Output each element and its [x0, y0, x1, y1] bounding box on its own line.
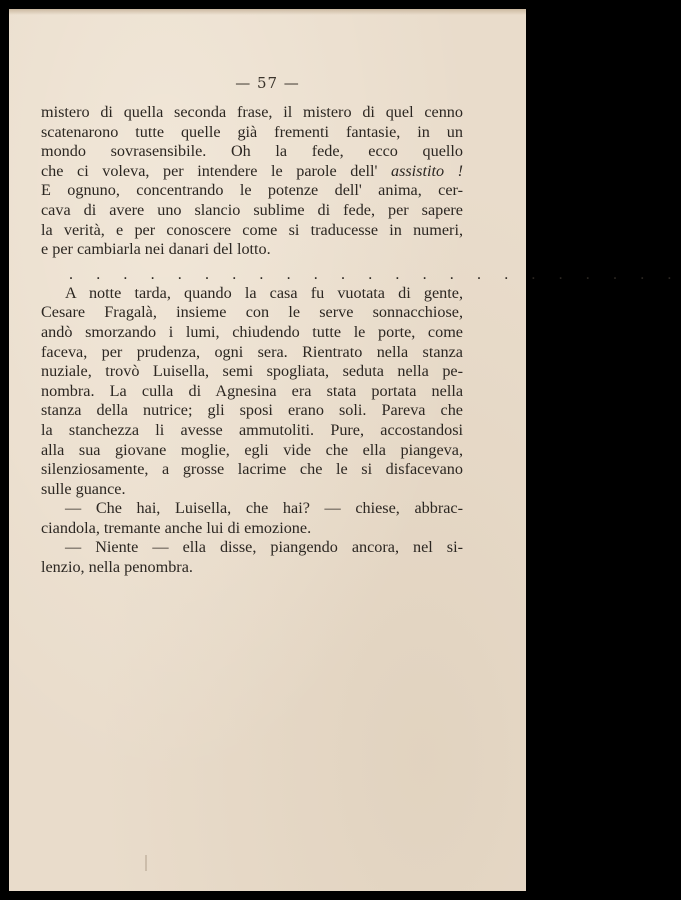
text-line: Cesare Fragalà, insieme con le serve sonnacchiose, [41, 303, 463, 322]
text-line: — Che hai, Luisella, che hai? — chiese, abbrac- [65, 499, 463, 518]
text-line: faceva, per prudenza, ogni sera. Rientrato nella stanza [41, 342, 463, 361]
text-line [41, 162, 463, 182]
text-line: e per cambiarla nei danari del lotto. [41, 240, 271, 259]
emphasis-assistito: assistito ! [390, 161, 463, 180]
text-line: nombra. La culla di Agnesina era stata portata nella [41, 381, 463, 400]
paragraph-4 [41, 538, 463, 577]
text-line: mondo sovrasensibile. Oh la fede, ecco quello [41, 142, 463, 161]
text-line: scatenarono tutte quelle già frementi fantasie, in un [41, 122, 463, 141]
text-line: sulle guance. [41, 479, 126, 498]
text-line: — Niente — ella disse, piangendo ancora, nel si- [65, 538, 463, 557]
paragraph-1 [41, 103, 463, 260]
text-line: A notte tarda, quando la casa fu vuotata di gente, [65, 283, 463, 302]
text-line: la stanchezza li avesse ammutoliti. Pure, accostandosi [41, 420, 463, 439]
page-number: — 57 — [235, 74, 300, 92]
text-line: stanza della nutrice; gli sposi erano soli. Pareva che [41, 401, 463, 420]
text-fragment: che ci voleva, per intendere le parole dell' [41, 161, 391, 180]
text-line: la verità, e per conoscere come si traducesse in numeri, [41, 220, 463, 239]
page-edge-wear [9, 9, 526, 15]
text-line: nuziale, trovò Luisella, semi spogliata, seduta nella pe- [41, 362, 463, 381]
text-line: silenziosamente, a grosse lacrime che le si disfacevano [41, 460, 463, 479]
body-text [41, 103, 681, 578]
text-line: lenzio, nella penombra. [41, 558, 193, 577]
text-line: andò smorzando i lumi, chiudendo tutte le porte, come [41, 322, 463, 341]
book-page [9, 9, 681, 891]
paragraph-3 [41, 499, 463, 538]
text-line: ciandola, tremante anche lui di emozione. [41, 518, 312, 537]
paper-mark [145, 855, 147, 871]
text-line: mistero di quella seconda frase, il mistero di quel cenno [41, 103, 463, 121]
paragraph-2 [41, 284, 463, 500]
section-separator: . . . . . . . . . . . . . . . . . . . . . . . [69, 265, 681, 283]
text-line: cava di avere uno slancio sublime di fede, per sapere [41, 200, 463, 219]
text-line: alla sua giovane moglie, egli vide che ella piangeva, [41, 440, 463, 459]
text-line: E ognuno, concentrando le potenze dell' anima, cer- [41, 181, 463, 200]
